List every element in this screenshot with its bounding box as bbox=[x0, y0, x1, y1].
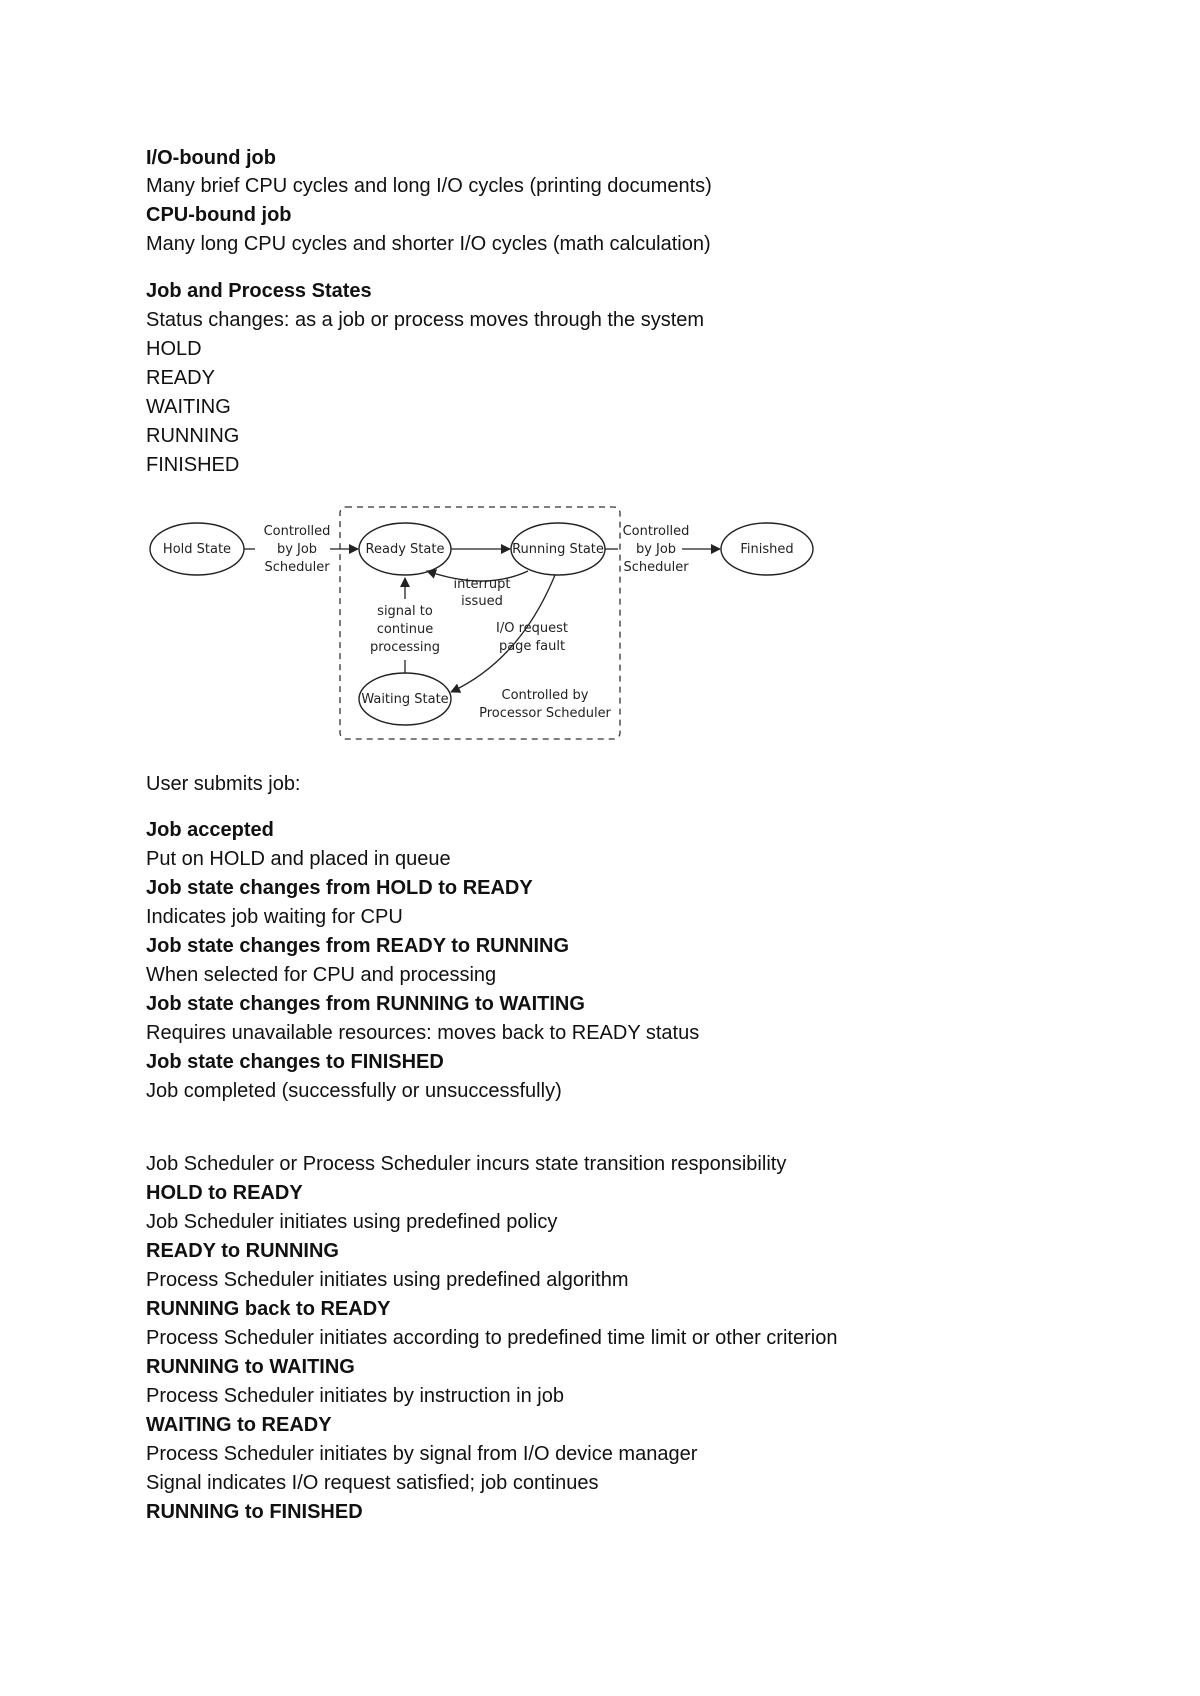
interrupt-label-1: interrupt bbox=[453, 577, 511, 592]
body-text: FINISHED bbox=[146, 454, 240, 476]
job-scheduler-right-3: Scheduler bbox=[623, 560, 689, 575]
processor-scheduler-label-1: Controlled by bbox=[501, 688, 589, 703]
state-transition-diagram bbox=[140, 495, 820, 745]
job-scheduler-right-1: Controlled bbox=[622, 524, 690, 539]
job-scheduler-right-2: by Job bbox=[635, 542, 677, 557]
body-text: Job Scheduler initiates using predefined policy bbox=[146, 1211, 558, 1233]
signal-label-3: processing bbox=[369, 640, 441, 655]
section-heading: Job and Process States bbox=[146, 280, 372, 302]
body-text: Job completed (successfully or unsuccessfully) bbox=[146, 1080, 562, 1102]
body-text: Signal indicates I/O request satisfied; job continues bbox=[146, 1472, 599, 1494]
section-heading: CPU-bound job bbox=[146, 204, 292, 226]
section-heading: Job state changes to FINISHED bbox=[146, 1051, 444, 1073]
processor-scheduler-label-2: Processor Scheduler bbox=[479, 706, 611, 721]
job-scheduler-left-3: Scheduler bbox=[264, 560, 330, 575]
section-heading: WAITING to READY bbox=[146, 1414, 332, 1436]
body-text: Process Scheduler initiates using predefined algorithm bbox=[146, 1269, 629, 1291]
body-text: Process Scheduler initiates by instruction in job bbox=[146, 1385, 564, 1407]
job-scheduler-left-1: Controlled bbox=[263, 524, 331, 539]
body-text: When selected for CPU and processing bbox=[146, 964, 497, 986]
io-request-label-1: I/O request bbox=[496, 621, 568, 636]
body-text: Process Scheduler initiates according to predefined time limit or other criterion bbox=[146, 1327, 838, 1349]
job-scheduler-left-2: by Job bbox=[276, 542, 318, 557]
section-heading: HOLD to READY bbox=[146, 1182, 303, 1204]
section-heading: RUNNING to FINISHED bbox=[146, 1501, 363, 1523]
signal-label-2: continue bbox=[376, 622, 434, 637]
body-text: User submits job: bbox=[146, 773, 301, 795]
waiting-state-label: Waiting State bbox=[361, 692, 449, 707]
body-text: Status changes: as a job or process moves through the system bbox=[146, 309, 705, 331]
body-text: READY bbox=[146, 367, 215, 389]
section-heading: Job state changes from RUNNING to WAITING bbox=[146, 993, 585, 1015]
section-heading: RUNNING to WAITING bbox=[146, 1356, 355, 1378]
section-heading: Job state changes from READY to RUNNING bbox=[146, 935, 570, 957]
body-text: HOLD bbox=[146, 338, 202, 360]
section-heading: I/O-bound job bbox=[146, 147, 276, 169]
body-text: Process Scheduler initiates by signal from I/O device manager bbox=[146, 1443, 698, 1465]
body-text: Put on HOLD and placed in queue bbox=[146, 848, 451, 870]
interrupt-label-2: issued bbox=[461, 594, 503, 609]
section-heading: READY to RUNNING bbox=[146, 1240, 339, 1262]
section-heading: Job accepted bbox=[146, 819, 274, 841]
ready-state-label: Ready State bbox=[365, 542, 445, 557]
body-text: WAITING bbox=[146, 396, 231, 418]
body-text: Job Scheduler or Process Scheduler incurs state transition responsibility bbox=[146, 1153, 787, 1175]
running-state-label: Running State bbox=[512, 542, 604, 557]
body-text: Many long CPU cycles and shorter I/O cycles (math calculation) bbox=[146, 233, 711, 255]
io-request-label-2: page fault bbox=[498, 639, 566, 654]
signal-label-1: signal to bbox=[377, 604, 433, 619]
body-text: RUNNING bbox=[146, 425, 240, 447]
body-text: Many brief CPU cycles and long I/O cycles (printing documents) bbox=[146, 175, 712, 197]
body-text: Indicates job waiting for CPU bbox=[146, 906, 403, 928]
body-text: Requires unavailable resources: moves back to READY status bbox=[146, 1022, 700, 1044]
section-heading: Job state changes from HOLD to READY bbox=[146, 877, 533, 899]
section-heading: RUNNING back to READY bbox=[146, 1298, 391, 1320]
hold-state-label: Hold State bbox=[162, 542, 232, 557]
finished-label: Finished bbox=[740, 542, 794, 557]
